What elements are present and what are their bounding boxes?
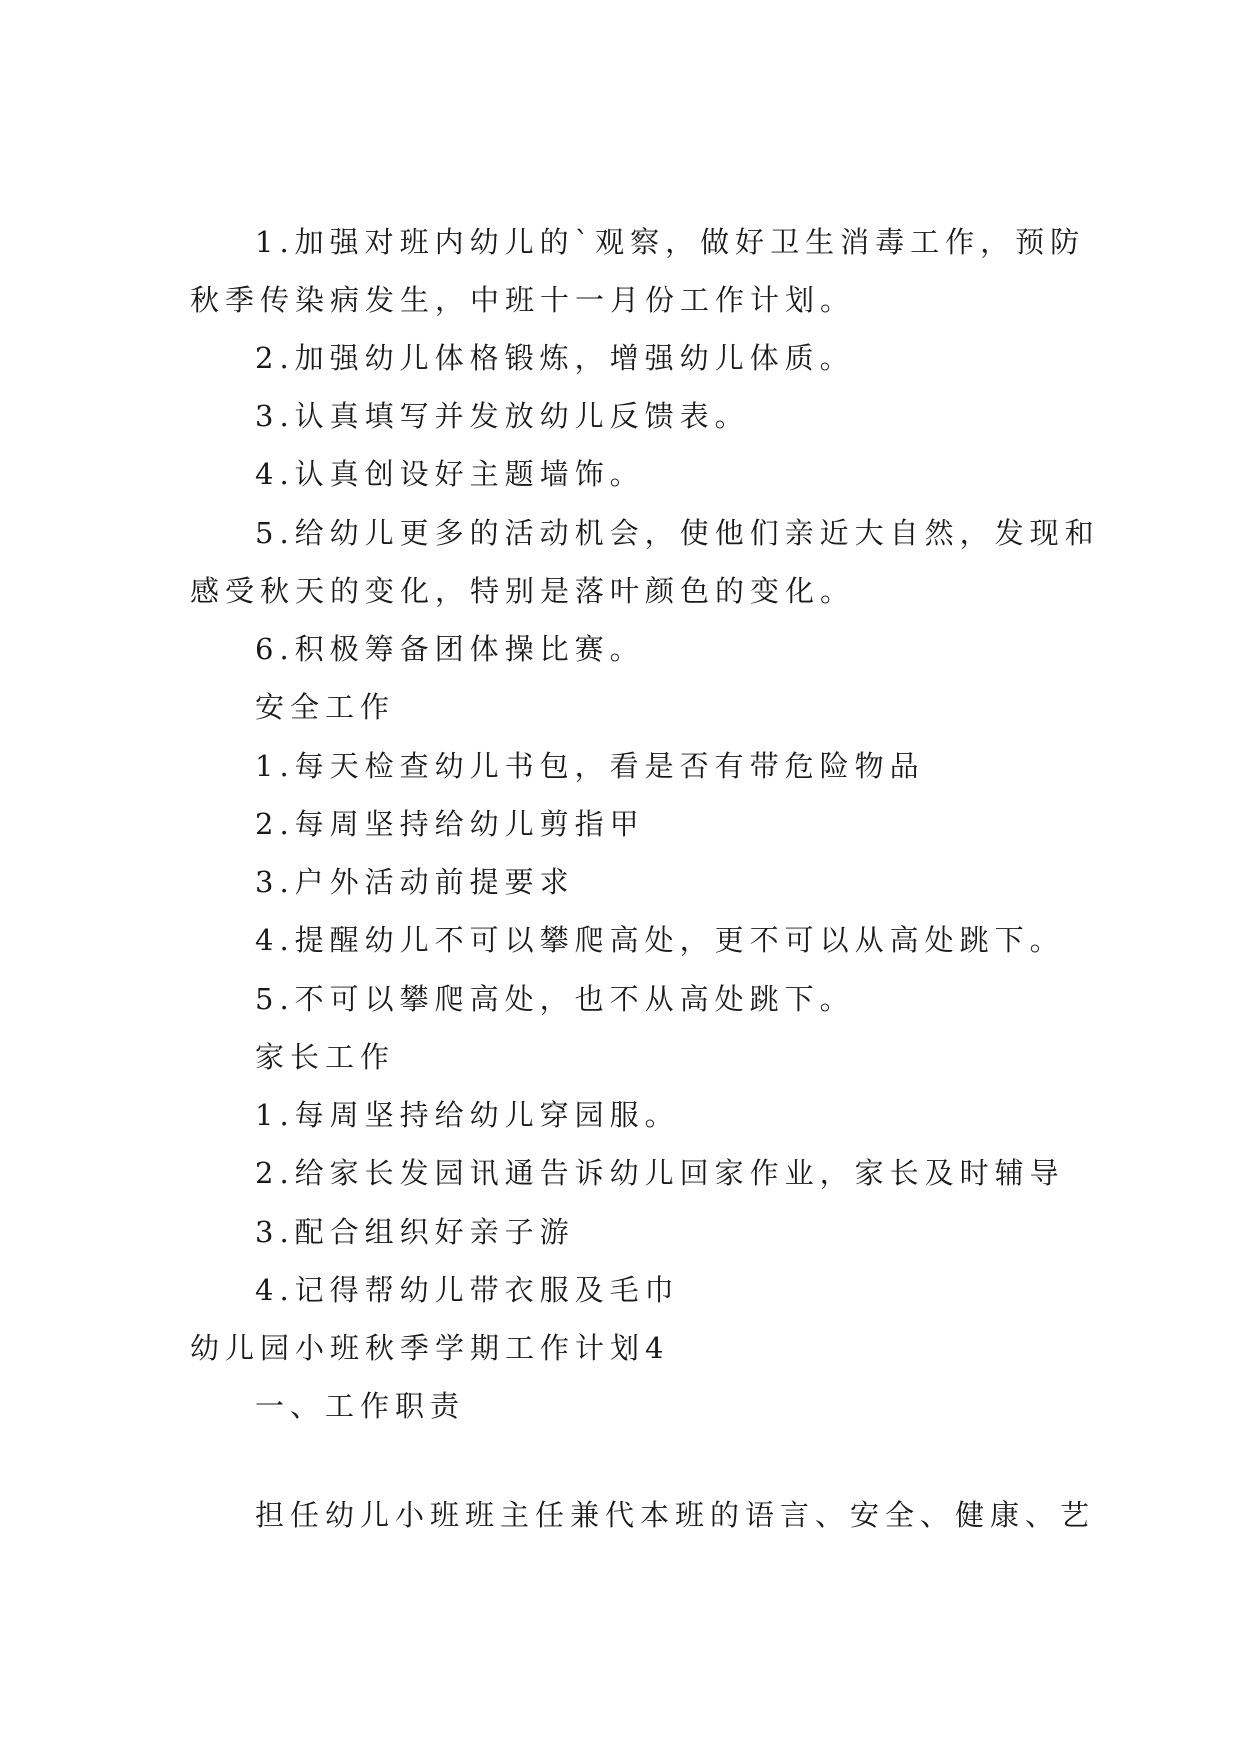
list-item: 1.每天检查幼儿书包，看是否有带危险物品 [255, 749, 925, 783]
list-item: 3.户外活动前提要求 [255, 865, 575, 899]
document-title: 幼儿园小班秋季学期工作计划4 [190, 1331, 670, 1365]
paragraph-line: 感受秋天的变化，特别是落叶颜色的变化。 [190, 574, 856, 608]
section-heading: 家长工作 [255, 1040, 396, 1074]
list-item: 4.认真创设好主题墙饰。 [255, 457, 645, 491]
list-item: 3.配合组织好亲子游 [255, 1215, 575, 1249]
list-item: 1.每周坚持给幼儿穿园服。 [255, 1098, 680, 1132]
list-item: 3.认真填写并发放幼儿反馈表。 [255, 399, 750, 433]
paragraph-line: 担任幼儿小班班主任兼代本班的语言、安全、健康、艺 [255, 1498, 1096, 1532]
list-item: 2.每周坚持给幼儿剪指甲 [255, 807, 645, 841]
list-item: 6.积极筹备团体操比赛。 [255, 632, 645, 666]
section-heading: 一、工作职责 [255, 1389, 466, 1423]
paragraph-line: 5.给幼儿更多的活动机会，使他们亲近大自然，发现和 [255, 516, 1100, 550]
list-item: 4.提醒幼儿不可以攀爬高处，更不可以从高处跳下。 [255, 923, 1065, 957]
list-item: 5.不可以攀爬高处，也不从高处跳下。 [255, 982, 855, 1016]
list-item: 4.记得帮幼儿带衣服及毛巾 [255, 1273, 680, 1307]
section-heading: 安全工作 [255, 690, 396, 724]
paragraph-line: 1.加强对班内幼儿的`观察，做好卫生消毒工作，预防 [255, 225, 1086, 259]
list-item: 2.加强幼儿体格锻炼，增强幼儿体质。 [255, 341, 855, 375]
list-item: 2.给家长发园讯通告诉幼儿回家作业，家长及时辅导 [255, 1156, 1065, 1190]
paragraph-line: 秋季传染病发生，中班十一月份工作计划。 [190, 283, 856, 317]
